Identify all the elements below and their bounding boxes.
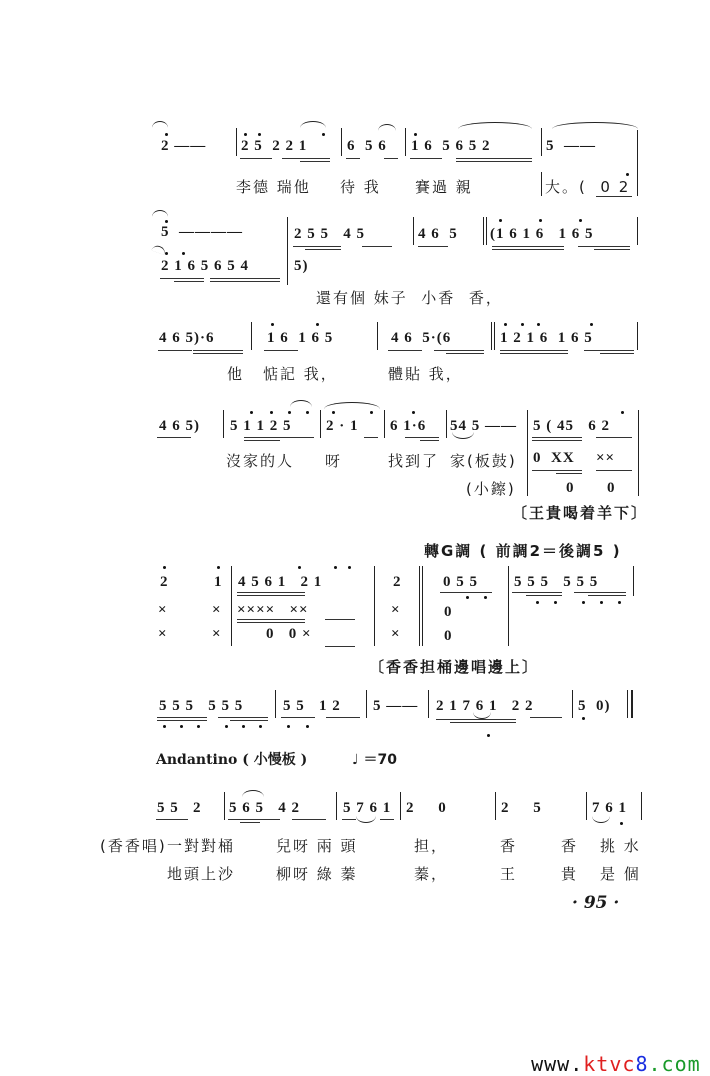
octave-dot [165,133,168,136]
note-group: 5 5 5 5 5 5 [159,698,244,714]
note-group: 5 0) [578,698,611,714]
barline [483,217,484,245]
note-group: 5 ———— [161,224,243,240]
lyric: 王 [500,865,518,883]
barline [224,792,225,820]
lyric: 挑 水 [600,837,641,855]
percussion-rest: 0 [444,604,453,620]
lyric: 地頭上沙 [167,865,236,883]
lyric: 找到了 [388,452,440,470]
barline [446,410,447,438]
barline [341,128,342,156]
note-group: 5 5 5 5 5 5 [514,574,599,590]
watermark-suffix: .com [648,1052,701,1076]
lyric: 還有個 妹子 小香 香， [316,289,503,307]
lyric: 體貼 我， [388,365,463,383]
note-group: 1 2 1 6 1 6 5 [500,330,593,346]
note-group: 5 7 6 1 [343,800,392,816]
lyric: 柳呀 綠 蓁 [276,865,358,883]
key-change: 轉G調 ( 前調2＝後調5 ) [424,542,622,560]
percussion-hit: × [212,626,222,642]
note: 2 [393,574,402,590]
percussion-part: 0 [607,480,616,496]
barline [377,322,378,350]
percussion-label: (小鑔) [466,480,516,498]
barline [413,217,414,245]
barline [586,792,587,820]
note-group: 2 1 7 6 1 2 2 [436,698,534,714]
note-group: 2 0 [406,800,447,816]
lyric: 蓁， [414,865,449,883]
lyric: 沒家的人 [226,452,295,470]
lyric: 家(板鼓) [450,452,517,470]
lyric: 待 我 [340,178,381,196]
barline [223,410,224,438]
note-group: 0 5 5 [443,574,478,590]
barline [637,322,638,350]
note-group: 5 5 1 2 [283,698,341,714]
note-group: 4 6 5 [418,226,458,242]
note-group: 4 6 5)·6 [159,330,215,346]
barline [251,322,252,350]
stage-direction: 〔香香担桶邊唱邊上〕 [369,658,540,676]
percussion-part: 0 XX [533,450,575,466]
double-barline [419,566,420,646]
barline [287,217,288,285]
final-barline [627,690,628,718]
barline [236,128,237,156]
barline [527,410,528,496]
percussion-group: 0 0 × [266,626,312,642]
note-group: 2 · 1 [326,418,359,434]
lyric: 呀 [325,452,343,470]
note-group: 5 6 5 4 2 [229,800,300,816]
barline [336,792,337,820]
barline [637,130,638,196]
barline [572,690,573,718]
barline [405,128,406,156]
note-group: 5) [294,258,309,274]
note-group: (1 6 1 6 1 6 5 [490,226,594,242]
lyric: 惦記 我， [263,365,338,383]
lyric: 李德 瑞他 [236,178,311,196]
watermark-prefix: www. [531,1052,584,1076]
percussion-part: ×× [596,450,616,466]
singer-label: (香香唱) [100,837,167,855]
percussion-part: 0 [566,480,575,496]
barline [637,217,638,245]
note-group: 2 5 2 2 1 [241,138,308,154]
percussion-hit: × [391,626,401,642]
barline [638,410,639,496]
page-number: · 95 · [572,893,620,913]
percussion-group: ×××× ×× [237,602,309,618]
note-group: 1 6 1 6 5 [267,330,334,346]
note-group: 2 5 5 4 5 [294,226,365,242]
tempo-marking: Andantino ( 小慢板 ) [156,752,308,768]
lyric: 香 [561,837,579,855]
note-group: 2 1 6 5 6 5 4 [161,258,249,274]
watermark-brand: ktv [583,1052,623,1076]
note-group: 6 5 6 [347,138,387,154]
barline [231,566,232,646]
barline [508,566,509,646]
lyric: 貴 [561,865,579,883]
watermark-brand: c [622,1052,636,1076]
metronome-mark: ♩ ＝70 [352,752,397,768]
lyric: 賽過 親 [415,178,473,196]
percussion-hit: × [158,602,168,618]
watermark-brand: 8 [635,1052,649,1076]
note-group: 4 5 6 1 2 1 [238,574,323,590]
note: 1 [214,574,223,590]
note-group: 5 ( 45 6 2 [533,418,610,434]
percussion-hit: × [158,626,168,642]
lyric: 香 [500,837,518,855]
barline [320,410,321,438]
barline [541,128,542,156]
tie-mark [152,121,168,128]
stage-direction: 〔王貴喝着羊下〕 [512,504,649,522]
note-group: 6 1·6 [390,418,427,434]
lyric: 是 個 [600,865,641,883]
note-group: 5 —— [546,138,596,154]
note-group: 4 6 5) [159,418,200,434]
lyric: 担， [414,837,449,855]
note-group: 4 6 5·(6 [391,330,452,346]
percussion-hit: × [212,602,222,618]
note-group: 1 6 5 6 5 2 [411,138,491,154]
barline [491,322,492,350]
barline [428,690,429,718]
barline [633,566,634,596]
note-group: 7 6 1 [592,800,627,816]
barline [374,566,375,646]
barline [275,690,276,718]
percussion-rest: 0 [444,628,453,644]
note-group: 54 5 —— [450,418,517,434]
note-group: 2 5 [501,800,542,816]
note-group: 5 —— [373,698,419,714]
lyric: 兒呀 兩 頭 [276,837,358,855]
barline [400,792,401,820]
note: 2 [160,574,169,590]
lyric: 大。( 0 2 [545,178,631,196]
note-group: 5 1 1 2 5 [230,418,292,434]
lyric: 一對對桶 [167,837,236,855]
barline [641,792,642,820]
barline [384,410,385,438]
note-group: 2 —— [161,138,207,154]
barline [366,690,367,718]
note-group: 5 5 2 [157,800,202,816]
lyric: 他 [227,365,245,383]
barline [495,792,496,820]
watermark [505,1028,701,1076]
percussion-hit: × [391,602,401,618]
